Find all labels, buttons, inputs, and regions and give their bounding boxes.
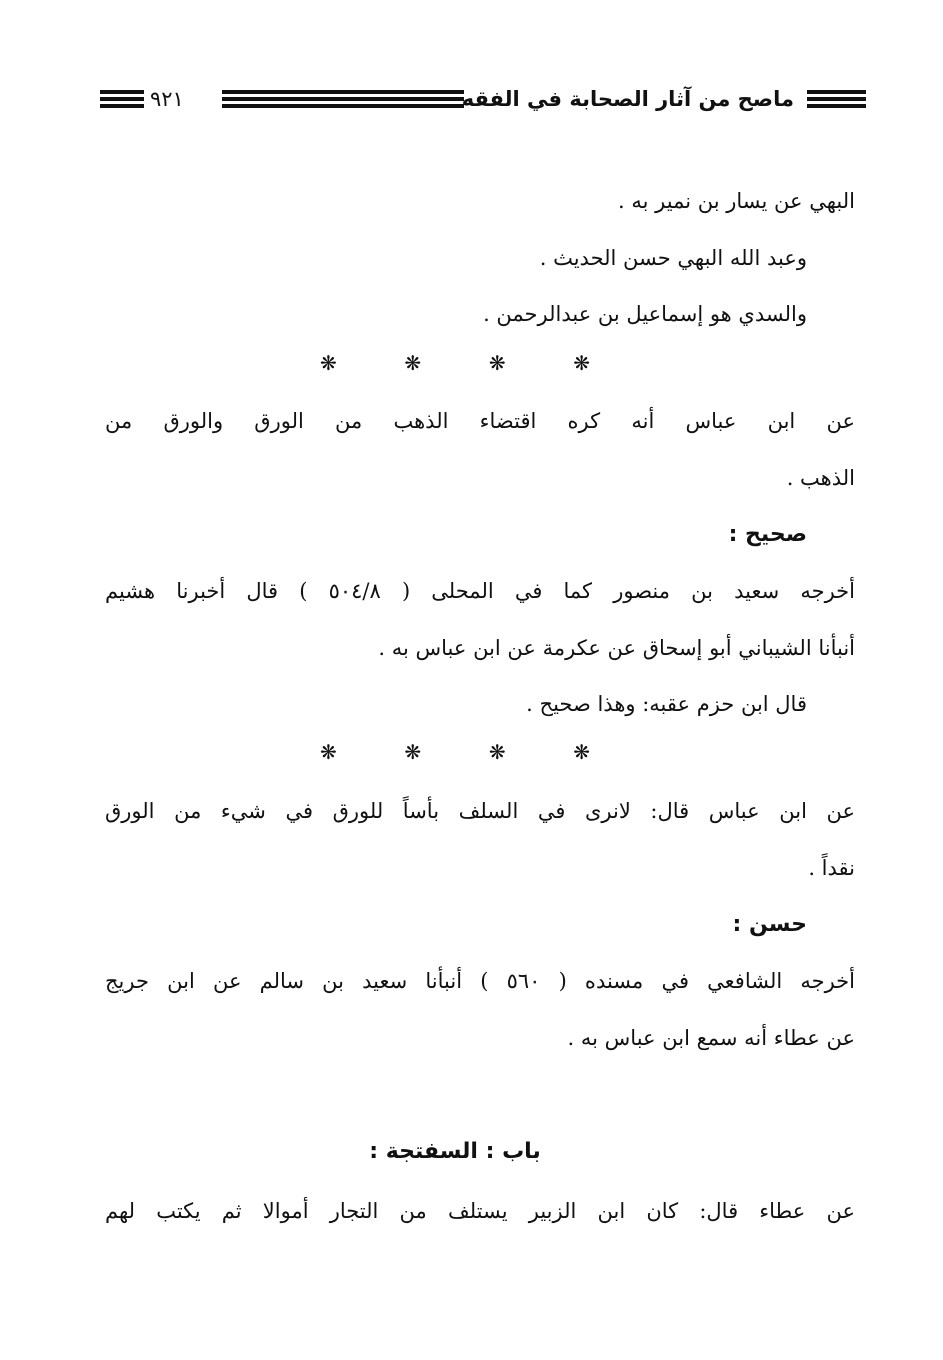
star-ornament: ❋	[320, 740, 337, 764]
text-line: الذهب .	[786, 466, 855, 490]
header-rule-right	[807, 90, 866, 111]
header-rule-left	[100, 90, 144, 111]
separator-stars	[320, 352, 590, 374]
running-header	[100, 84, 866, 120]
text-line: البهي عن يسار بن نمير به .	[618, 189, 855, 213]
text-line: عن ابن عباس أنه كره اقتضاء الذهب من الورق والورق من	[105, 409, 855, 433]
star-ornament: ❋	[573, 351, 590, 375]
text-line: أخرجه سعيد بن منصور كما في المحلى ( ٥٠٤/٨ ) قال أخبرنا هشيم	[105, 579, 855, 603]
star-ornament: ❋	[488, 351, 506, 375]
star-ornament: ❋	[488, 740, 506, 764]
page-number: ٩٢١	[150, 87, 184, 111]
separator-stars	[320, 741, 590, 763]
grading-heading: حسن :	[732, 912, 807, 937]
text-line: عن عطاء قال: كان ابن الزبير يستلف من التجار أموالا ثم يكتب لهم	[105, 1199, 855, 1223]
chapter-heading: باب : السفتجة :	[369, 1139, 541, 1164]
header-rule-middle	[222, 90, 464, 111]
star-ornament: ❋	[573, 740, 590, 764]
grading-heading: صحيح :	[728, 522, 807, 547]
star-ornament: ❋	[404, 740, 422, 764]
header-title: ماصح من آثار الصحابة في الفقه	[461, 87, 794, 111]
text-line: نقداً .	[808, 856, 855, 880]
star-ornament: ❋	[320, 351, 337, 375]
text-line: أخرجه الشافعي في مسنده ( ٥٦٠ ) أنبأنا سعيد بن سالم عن ابن جريج	[105, 969, 855, 993]
text-line: أنبأنا الشيباني أبو إسحاق عن عكرمة عن ابن عباس به .	[378, 636, 855, 660]
text-line: وعبد الله البهي حسن الحديث .	[539, 246, 807, 270]
text-line: عن عطاء أنه سمع ابن عباس به .	[567, 1026, 855, 1050]
text-line: والسدي هو إسماعيل بن عبدالرحمن .	[483, 302, 807, 326]
text-line: قال ابن حزم عقبه: وهذا صحيح .	[526, 692, 807, 716]
star-ornament: ❋	[404, 351, 422, 375]
text-line: عن ابن عباس قال: لانرى في السلف بأساً للورق في شيء من الورق	[105, 799, 855, 823]
